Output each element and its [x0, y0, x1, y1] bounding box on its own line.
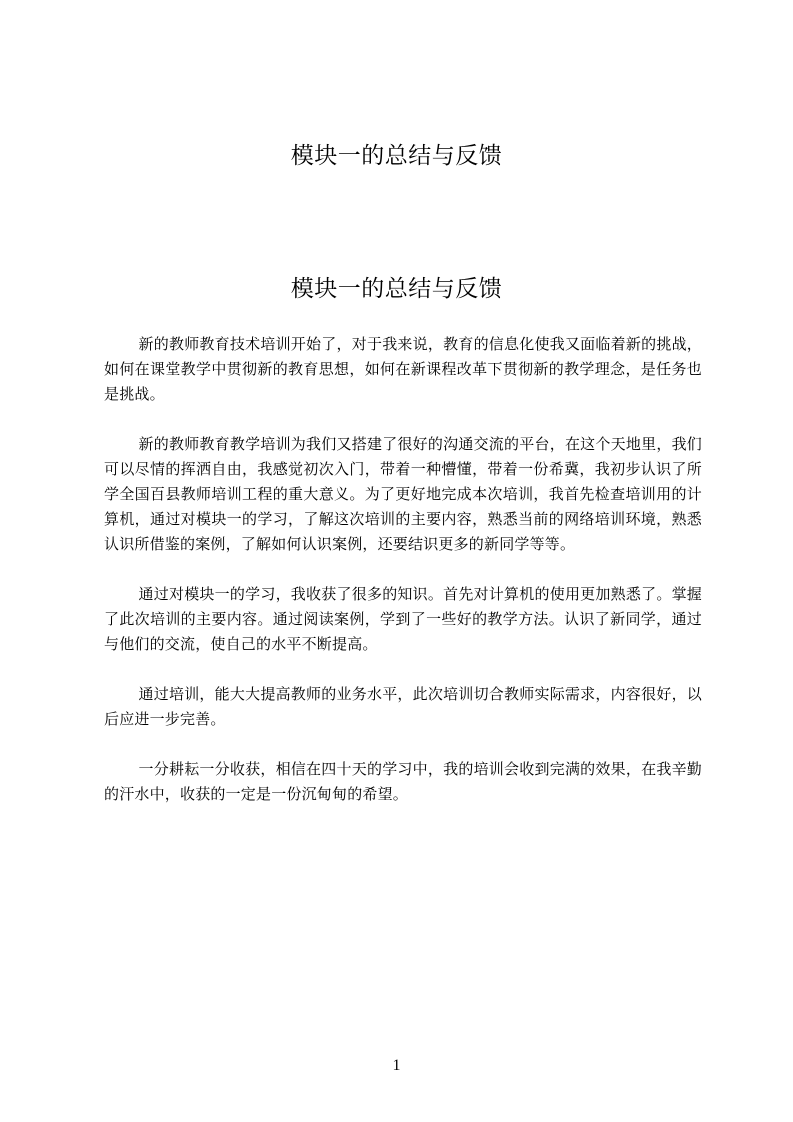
paragraph-2: 新的教师教育教学培训为我们又搭建了很好的沟通交流的平台，在这个天地里，我们可以尽情的挥洒自由，我感觉初次入门，带着一种懵懂，带着一份希冀，我初步认识了所学全国百县教师培训工程的重大意义。为了更好地完成本次培训，我首先检查培训用的计算机，通过对模块一的学习，了解这次培训的主要内容，熟悉当前的网络培训环境，熟悉认识所借鉴的案例，了解如何认识案例，还要结识更多的新同学等等。: [104, 435, 702, 553]
section-heading: 模块一的总结与反馈: [290, 276, 503, 302]
paragraph-3: 通过对模块一的学习，我收获了很多的知识。首先对计算机的使用更加熟悉了。掌握了此次培训的主要内容。通过阅读案例，学到了一些好的教学方法。认识了新同学，通过与他们的交流，使自己的水平不断提高。: [104, 585, 702, 653]
body-text: [104, 332, 702, 832]
paragraph-4: 通过培训，能大大提高教师的业务水平，此次培训切合教师实际需求，内容很好，以后应进一步完善。: [104, 685, 702, 728]
page-number: 1: [392, 1057, 401, 1074]
paragraph-1: 新的教师教育技术培训开始了，对于我来说，教育的信息化使我又面临着新的挑战，如何在课堂教学中贯彻新的教育思想，如何在新课程改革下贯彻新的教学理念，是任务也是挑战。: [104, 335, 702, 403]
document-title: 模块一的总结与反馈: [290, 143, 503, 169]
paragraph-5: 一分耕耘一分收获，相信在四十天的学习中，我的培训会收到完满的效果，在我辛勤的汗水中，收获的一定是一份沉甸甸的希望。: [104, 760, 702, 803]
